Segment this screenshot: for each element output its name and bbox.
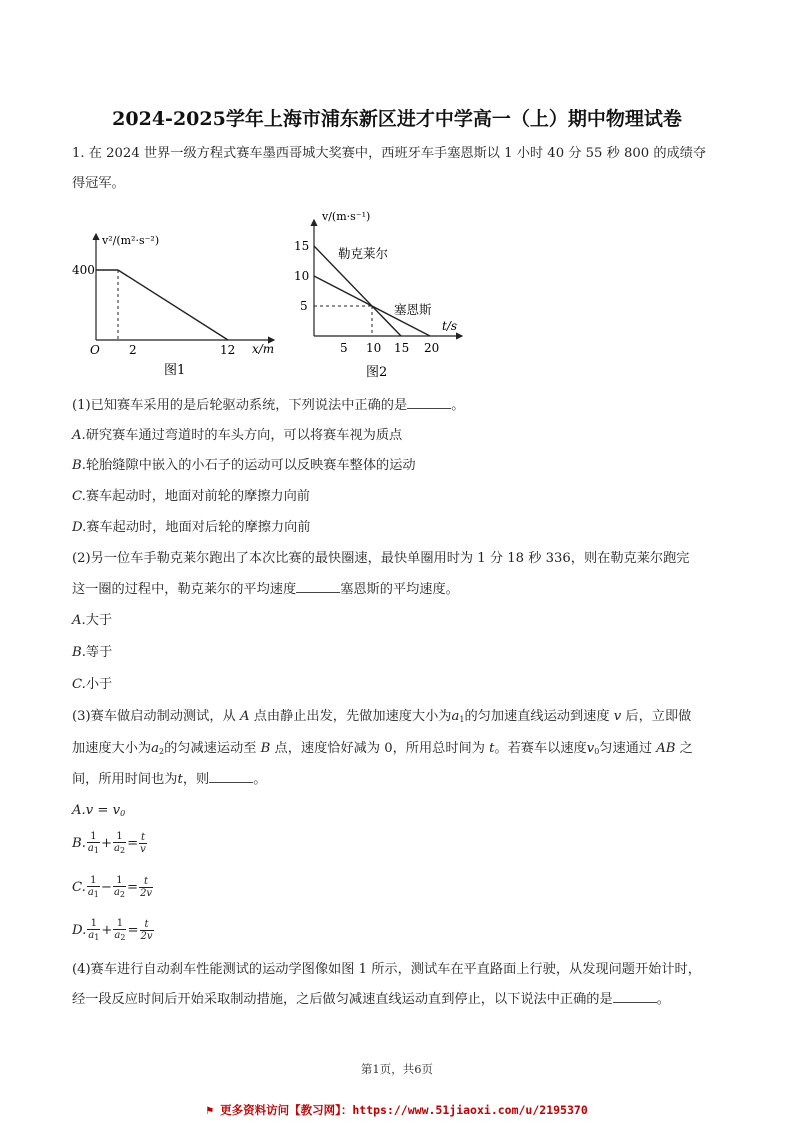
sub2-stem-line1: (2)另一位车手勒克莱尔跑出了本次比赛的最快圈速，最快单圈用时为 1 分 18 秒 336，则在勒克莱尔跑完 bbox=[72, 551, 690, 566]
sub4-stem-line1: (4)赛车进行自动刹车性能测试的运动学图像如图 1 所示，测试车在平直路面上行驶，从发现问题开始计时， bbox=[72, 962, 701, 977]
fig2-y-tick-15: 15 bbox=[294, 239, 310, 253]
sub3-option-d[interactable]: D. $\frac{1}{a_1}$ + $\frac{1}{a_2}$ = $\frac{t}{2v}$ bbox=[72, 918, 153, 942]
fig2-x-tick-5: 5 bbox=[340, 341, 348, 355]
fig2-x-label: t/s bbox=[442, 319, 458, 333]
sub1-option-c[interactable]: C.赛车起动时，地面对前轮的摩擦力向前 bbox=[72, 489, 310, 504]
answer-blank[interactable] bbox=[613, 990, 657, 1003]
sub3-option-c[interactable]: C. $\frac{1}{a_1}$ − $\frac{1}{a_2}$ = $\frac{t}{2v}$ bbox=[72, 875, 153, 899]
sub3-stem-line3: 间，所用时间也为t，则 。 bbox=[72, 772, 267, 787]
figure-2 bbox=[286, 206, 476, 384]
fig2-series-label-leclerc: 勒克莱尔 bbox=[338, 246, 389, 261]
fig1-y-label: v²/(m²·s⁻²) bbox=[102, 234, 160, 247]
sub3-option-b[interactable]: B. $\frac{1}{a_1}$ + $\frac{1}{a_2}$ = $\frac{t}{v}$ bbox=[72, 831, 146, 855]
fig1-plot bbox=[96, 270, 228, 340]
page-number: 第1页，共6页 bbox=[360, 1062, 434, 1076]
answer-blank[interactable] bbox=[296, 580, 340, 593]
fig2-x-tick-15: 15 bbox=[394, 341, 410, 355]
fig1-x-tick-12: 12 bbox=[220, 343, 236, 357]
sub2-stem-line2: 这一圈的过程中，勒克莱尔的平均速度 塞恩斯的平均速度。 bbox=[72, 582, 459, 597]
sub4-stem-line2: 经一段反应时间后开始采取制动措施，之后做匀减速直线运动直到停止，以下说法中正确的是 。 bbox=[72, 992, 670, 1007]
fig2-y-label: v/(m·s⁻¹) bbox=[322, 210, 371, 223]
flag-icon: ⚑ bbox=[206, 1103, 221, 1117]
page-title: 2024-2025学年上海市浦东新区进才中学高一（上）期中物理试卷 bbox=[112, 108, 682, 130]
fig1-x-tick-2: 2 bbox=[129, 343, 137, 357]
fig1-y-tick: 400 bbox=[72, 263, 95, 277]
fig2-y-tick-5: 5 bbox=[300, 299, 308, 313]
answer-blank[interactable] bbox=[407, 396, 451, 409]
sub1-stem: (1)已知赛车采用的是后轮驱动系统，下列说法中正确的是 。 bbox=[72, 398, 465, 413]
fig2-x-tick-20: 20 bbox=[424, 341, 440, 355]
promo-banner[interactable]: ⚑ 更多资料访问【教习网】：https://www.51jiaoxi.com/u/2195370 bbox=[206, 1103, 588, 1117]
sub2-option-c[interactable]: C.小于 bbox=[72, 677, 113, 692]
sub1-option-b[interactable]: B.轮胎缝隙中嵌入的小石子的运动可以反映赛车整体的运动 bbox=[72, 458, 416, 473]
fig1-line-decel bbox=[118, 270, 228, 340]
sub2-option-a[interactable]: A.大于 bbox=[72, 613, 113, 628]
fig1-origin: O bbox=[90, 343, 100, 357]
fig2-x-tick-10: 10 bbox=[366, 341, 382, 355]
sub3-stem-line1: (3)赛车做启动制动测试，从 A 点由静止出发，先做加速度大小为$a_1$的匀加速直线运动到速度 v 后，立即做 bbox=[72, 709, 692, 724]
sub1-option-d[interactable]: D.赛车起动时，地面对后轮的摩擦力向前 bbox=[72, 520, 311, 535]
sub3-option-a[interactable]: $A.v = v_0$ bbox=[72, 803, 126, 818]
answer-blank[interactable] bbox=[209, 770, 253, 783]
sub1-option-a[interactable]: A.研究赛车通过弯道时的车头方向，可以将赛车视为质点 bbox=[72, 428, 403, 443]
question-intro-line1: 1. 在 2024 世界一级方程式赛车墨西哥城大奖赛中，西班牙车手塞恩斯以 1 小时 40 分 55 秒 800 的成绩夺 bbox=[72, 146, 707, 161]
fig2-caption: 图2 bbox=[366, 365, 388, 380]
figure-1 bbox=[68, 222, 288, 382]
sub2-option-b[interactable]: B.等于 bbox=[72, 645, 113, 660]
question-intro-line2: 得冠军。 bbox=[72, 176, 125, 191]
fig2-series-label-sainz: 塞恩斯 bbox=[394, 302, 432, 317]
fig1-caption: 图1 bbox=[164, 363, 186, 378]
sub3-stem-line2: 加速度大小为$a_2$的匀减速运动至 B 点，速度恰好减为 0，所用总时间为 t。若赛车以速度$v_0$匀速通过 AB 之 bbox=[72, 741, 693, 756]
fig2-y-tick-10: 10 bbox=[294, 269, 310, 283]
fig1-x-label: x/m bbox=[252, 342, 275, 356]
